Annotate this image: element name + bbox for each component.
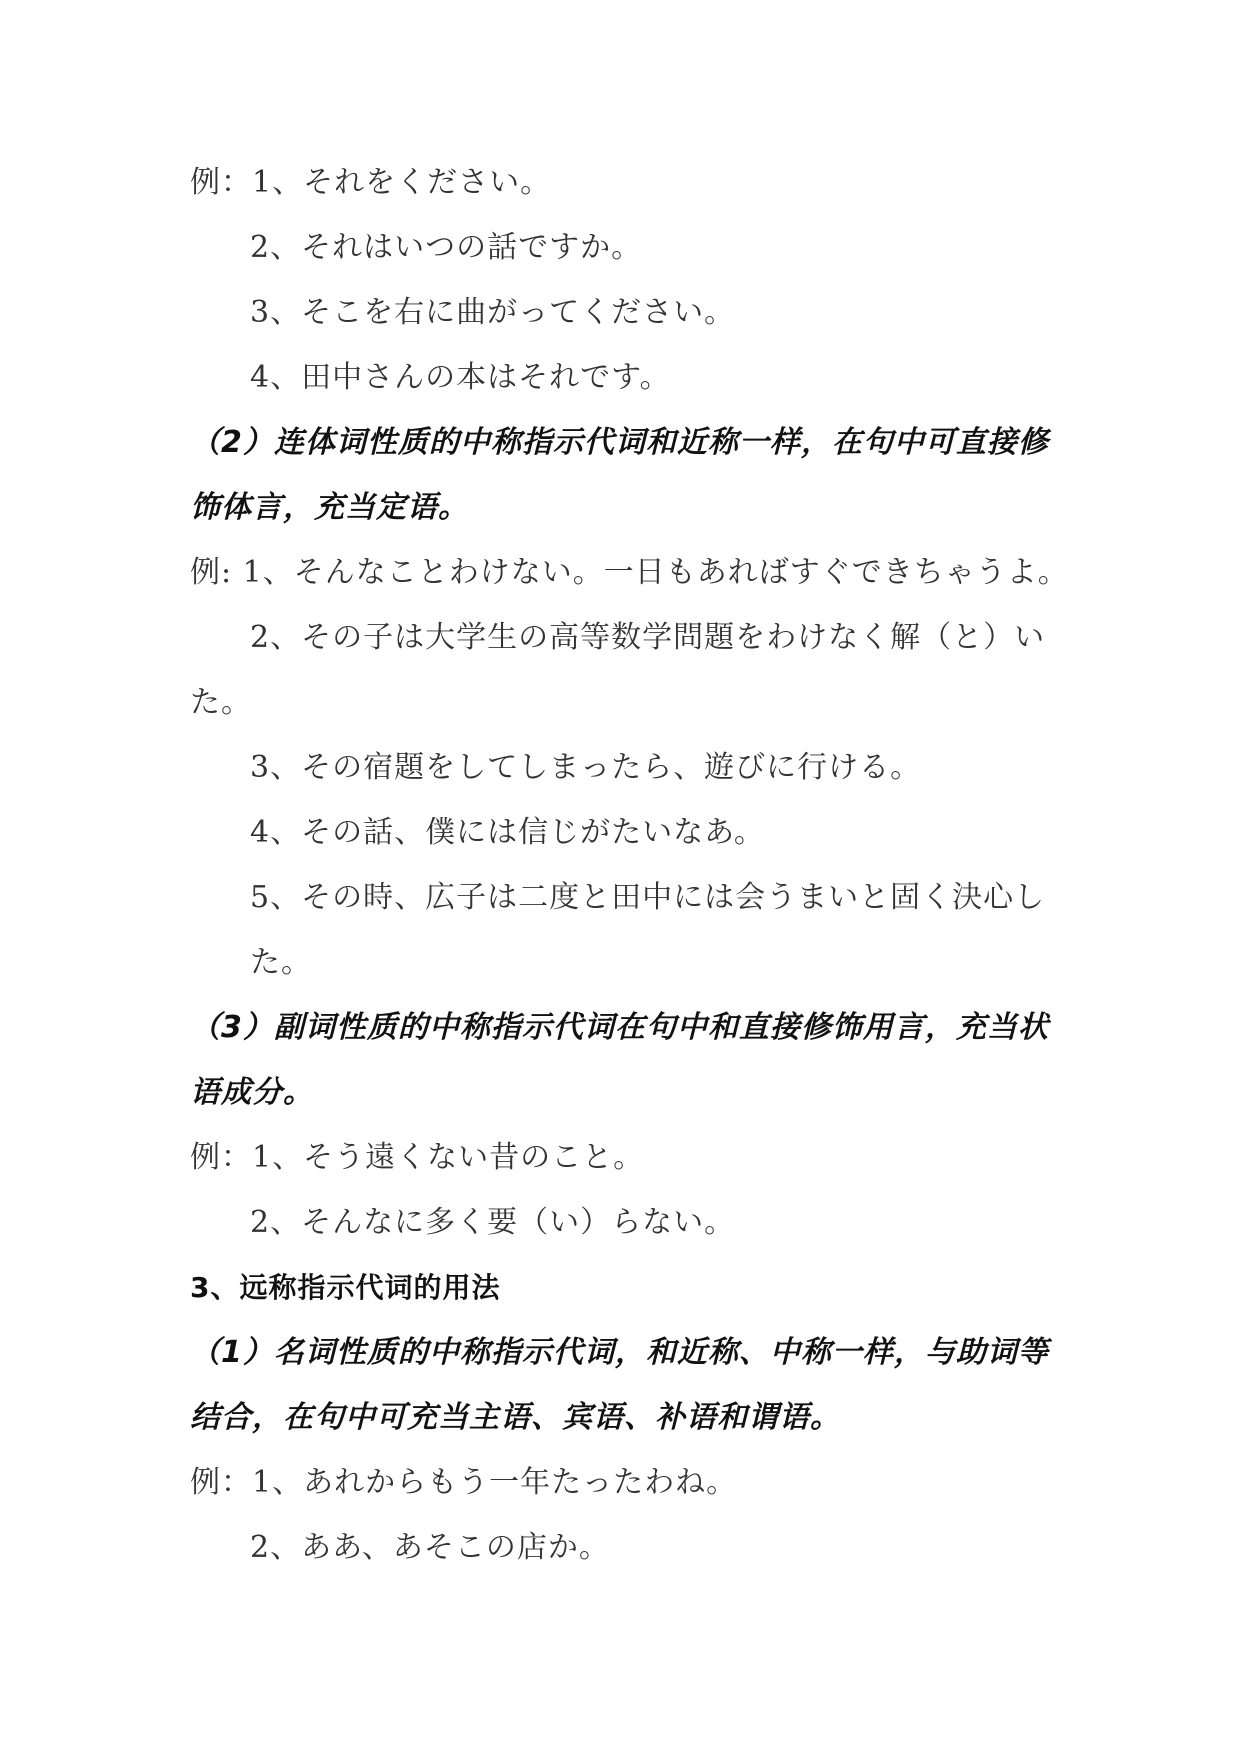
section-heading: （3）副词性质的中称指示代词在句中和直接修饰用言，充当状 bbox=[190, 1010, 1049, 1045]
section-heading: 结合，在句中可充当主语、宾语、补语和谓语。 bbox=[190, 1400, 841, 1435]
example-line: 4、田中さんの本はそれです。 bbox=[250, 360, 671, 395]
subsection-title: 3、远称指示代词的用法 bbox=[190, 1271, 501, 1304]
example-line: 2、そんなに多く要（い）らない。 bbox=[250, 1205, 736, 1240]
example-line: 例: 1、そんなことわけない。一日もあればすぐできちゃうよ。 bbox=[190, 555, 1069, 590]
section-heading: 饰体言，充当定语。 bbox=[190, 490, 469, 525]
example-line: 5、その時、広子は二度と田中には会うまいと固く決心し bbox=[250, 880, 1046, 915]
example-line: 3、そこを右に曲がってください。 bbox=[250, 295, 736, 330]
example-line: 3、その宿題をしてしまったら、遊びに行ける。 bbox=[250, 750, 922, 785]
example-line: 例：1、それをください。 bbox=[190, 165, 552, 200]
example-line: 例：1、そう遠くない昔のこと。 bbox=[190, 1140, 645, 1175]
section-heading: （1）名词性质的中称指示代词，和近称、中称一样，与助词等 bbox=[190, 1335, 1049, 1370]
example-line: 2、その子は大学生の高等数学問題をわけなく解（と）い bbox=[250, 620, 1046, 655]
example-line: 4、その話、僕には信じがたいなあ。 bbox=[250, 815, 765, 850]
example-line: た。 bbox=[250, 945, 312, 980]
example-line: 2、それはいつの話ですか。 bbox=[250, 230, 643, 265]
section-heading: （2）连体词性质的中称指示代词和近称一样，在句中可直接修 bbox=[190, 425, 1049, 460]
example-line: た。 bbox=[190, 685, 252, 720]
example-line: 例：1、あれからもう一年たったわね。 bbox=[190, 1465, 738, 1500]
section-heading: 语成分。 bbox=[190, 1075, 314, 1110]
example-line: 2、ああ、あそこの店か。 bbox=[250, 1530, 610, 1565]
